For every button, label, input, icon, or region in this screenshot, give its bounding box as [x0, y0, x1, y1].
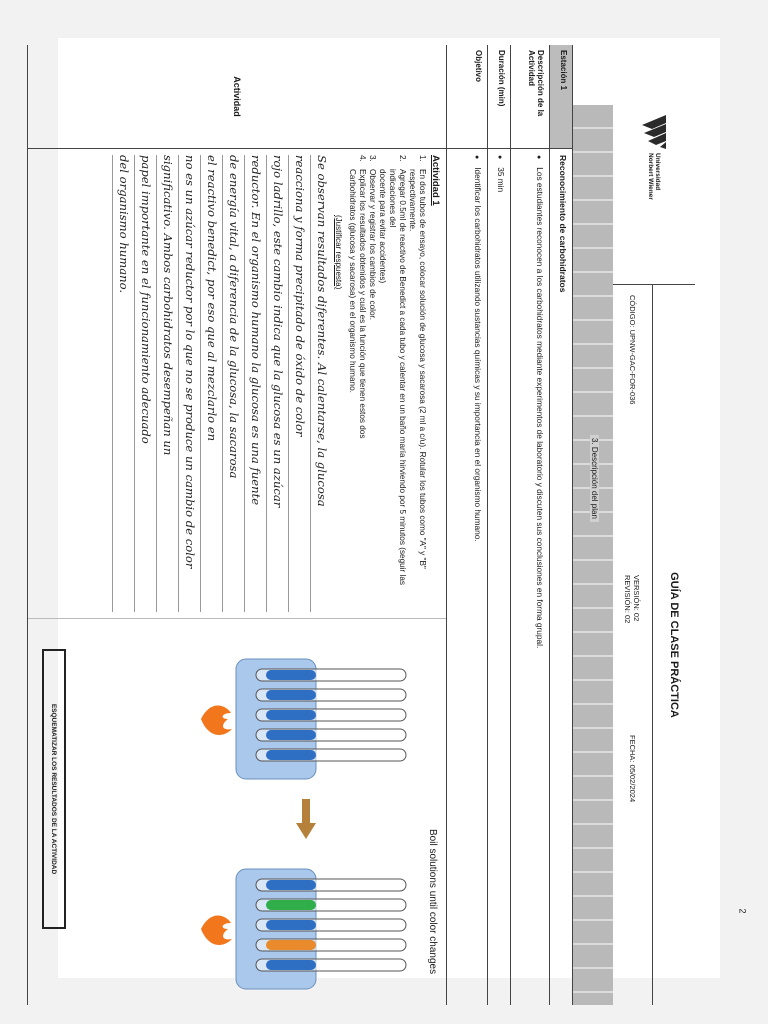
- activity-step: [357, 155, 367, 612]
- flame-icon: [201, 706, 232, 735]
- description-text: ● Los estudiantes reconocen a los carbohidratos mediante experimentos de laboratorio y discuten sus conclusiones en forma grupal.: [535, 155, 545, 648]
- step-number: [347, 155, 357, 169]
- step-text: Explicar los resultados obtenidos y cuál es la función que tienen estos dos: [358, 169, 367, 439]
- activity-row: [27, 45, 446, 1005]
- step-number: 4.: [358, 155, 367, 162]
- activity-step: [387, 155, 407, 612]
- document-revision: REVISIÓN: 02: [623, 575, 633, 624]
- handwritten-line: rojo ladrillo, este cambio indica que la glucosa es un azúcar: [266, 155, 288, 612]
- objective-text: ● Identificar los carbohidratos utilizando sustancias químicas y su importancia en el organismo humano.: [473, 155, 483, 542]
- handwritten-line: no es un azúcar reductor por lo que no se produce un cambio de color: [178, 155, 200, 612]
- tube-liquid: [266, 730, 316, 740]
- university-logo-icon: [642, 115, 666, 149]
- tube-liquid: [266, 690, 316, 700]
- beaker-after-icon: [196, 849, 426, 1009]
- step-text: Carbohidratos (glucosa y sacarosa) en el organismo humano.: [348, 169, 357, 393]
- tube-liquid: [266, 750, 316, 760]
- document-code: CÓDIGO: UPNW-GAC-FOR-036: [628, 295, 637, 405]
- flame-icon: [201, 916, 232, 945]
- plan-description-label: 3. Descripción del plan: [590, 435, 599, 522]
- page-number: 2: [737, 908, 748, 914]
- figure-caption: Boil solutions until color changes: [427, 829, 438, 975]
- step-number: 1.: [418, 155, 427, 162]
- university-name: Universidad Norbert Wiener: [647, 153, 661, 200]
- activity-step: [377, 155, 387, 612]
- station-label: Estación 1: [550, 45, 572, 149]
- tube-liquid: [266, 920, 316, 930]
- justify-label: (Justificar respuesta): [334, 215, 343, 290]
- handwritten-line: papel importante en el funcionamiento adecuado: [134, 155, 156, 612]
- station-title: Reconocimiento de carbohidratos: [558, 155, 568, 293]
- handwritten-line: significativo. Ambos carbohidratos desempeñan un: [156, 155, 178, 612]
- objective-label: Objetivo: [447, 45, 487, 149]
- step-text: Observar y registrar los cambios de color.: [368, 169, 377, 321]
- document-header: [612, 105, 695, 1005]
- document-title: GUÍA DE CLASE PRÁCTICA: [652, 285, 695, 1005]
- handwritten-line: de energía vital, a diferencia de la glucosa, la sacarosa: [222, 155, 244, 612]
- results-box: ESQUEMATIZAR LOS RESULTADOS DE LA ACTIVIDAD: [42, 649, 66, 929]
- step-text: docente para evitar accidentes): [378, 169, 387, 284]
- activity-instructions: [28, 149, 446, 619]
- tube-liquid: [266, 960, 316, 970]
- activity-label: Actividad: [28, 45, 446, 149]
- step-number: 3.: [368, 155, 377, 162]
- handwritten-answer: [112, 155, 332, 612]
- tube-liquid: [266, 670, 316, 680]
- handwritten-line: reacciona y forma precipitado de óxido de color: [288, 155, 310, 612]
- step-text: Agregar 0.5ml de reactivo de Benedict a cada tubo y calentar en un baño maría hirviendo por 5 minutos (seguir las indicaciones del: [388, 169, 407, 585]
- arrow-right-icon: [296, 799, 316, 839]
- document-version: VERSIÓN: 02: [632, 575, 642, 622]
- activity-step: [367, 155, 377, 612]
- tube-liquid: [266, 940, 316, 950]
- step-text: En dos tubos de ensayo, colocar solución de glucosa y sacarosa (2 ml a c/u). Rotular los tubos como "A" y "B" respectivamente.: [408, 169, 427, 569]
- step-number: 2.: [398, 155, 407, 162]
- step-number: [377, 155, 387, 169]
- activity-step: [407, 155, 427, 612]
- activity-step: [347, 155, 357, 612]
- objective-row: [446, 45, 487, 1005]
- handwritten-line: del organismo humano.: [112, 155, 134, 612]
- handwritten-line: Se observan resultados diferentes. Al calentarse, la glucosa: [310, 155, 332, 612]
- tube-liquid: [266, 710, 316, 720]
- university-logo: [613, 105, 695, 285]
- activity-heading: Actividad 1: [430, 155, 441, 206]
- duration-row: [487, 45, 510, 1005]
- plan-table: [27, 45, 573, 1005]
- description-row: [510, 45, 549, 1005]
- rotated-page-content: [50, 45, 695, 1005]
- activity-figure: [28, 619, 446, 1005]
- plan-description-bar: [572, 105, 613, 1005]
- station-row: [549, 45, 572, 1005]
- tube-liquid: [266, 880, 316, 890]
- duration-text: ● 35 min: [496, 155, 506, 192]
- tube-liquid: [266, 900, 316, 910]
- beaker-before-icon: [196, 639, 426, 799]
- document-date: FECHA: 05/02/2024: [628, 735, 637, 803]
- description-label: Descripción de la Actividad: [511, 45, 549, 149]
- duration-label: Duración (min): [488, 45, 510, 149]
- handwritten-line: reductor. En el organismo humano la glucosa es una fuente: [244, 155, 266, 612]
- handwritten-line: el reactivo benedict, por eso que al mezclarlo en: [200, 155, 222, 612]
